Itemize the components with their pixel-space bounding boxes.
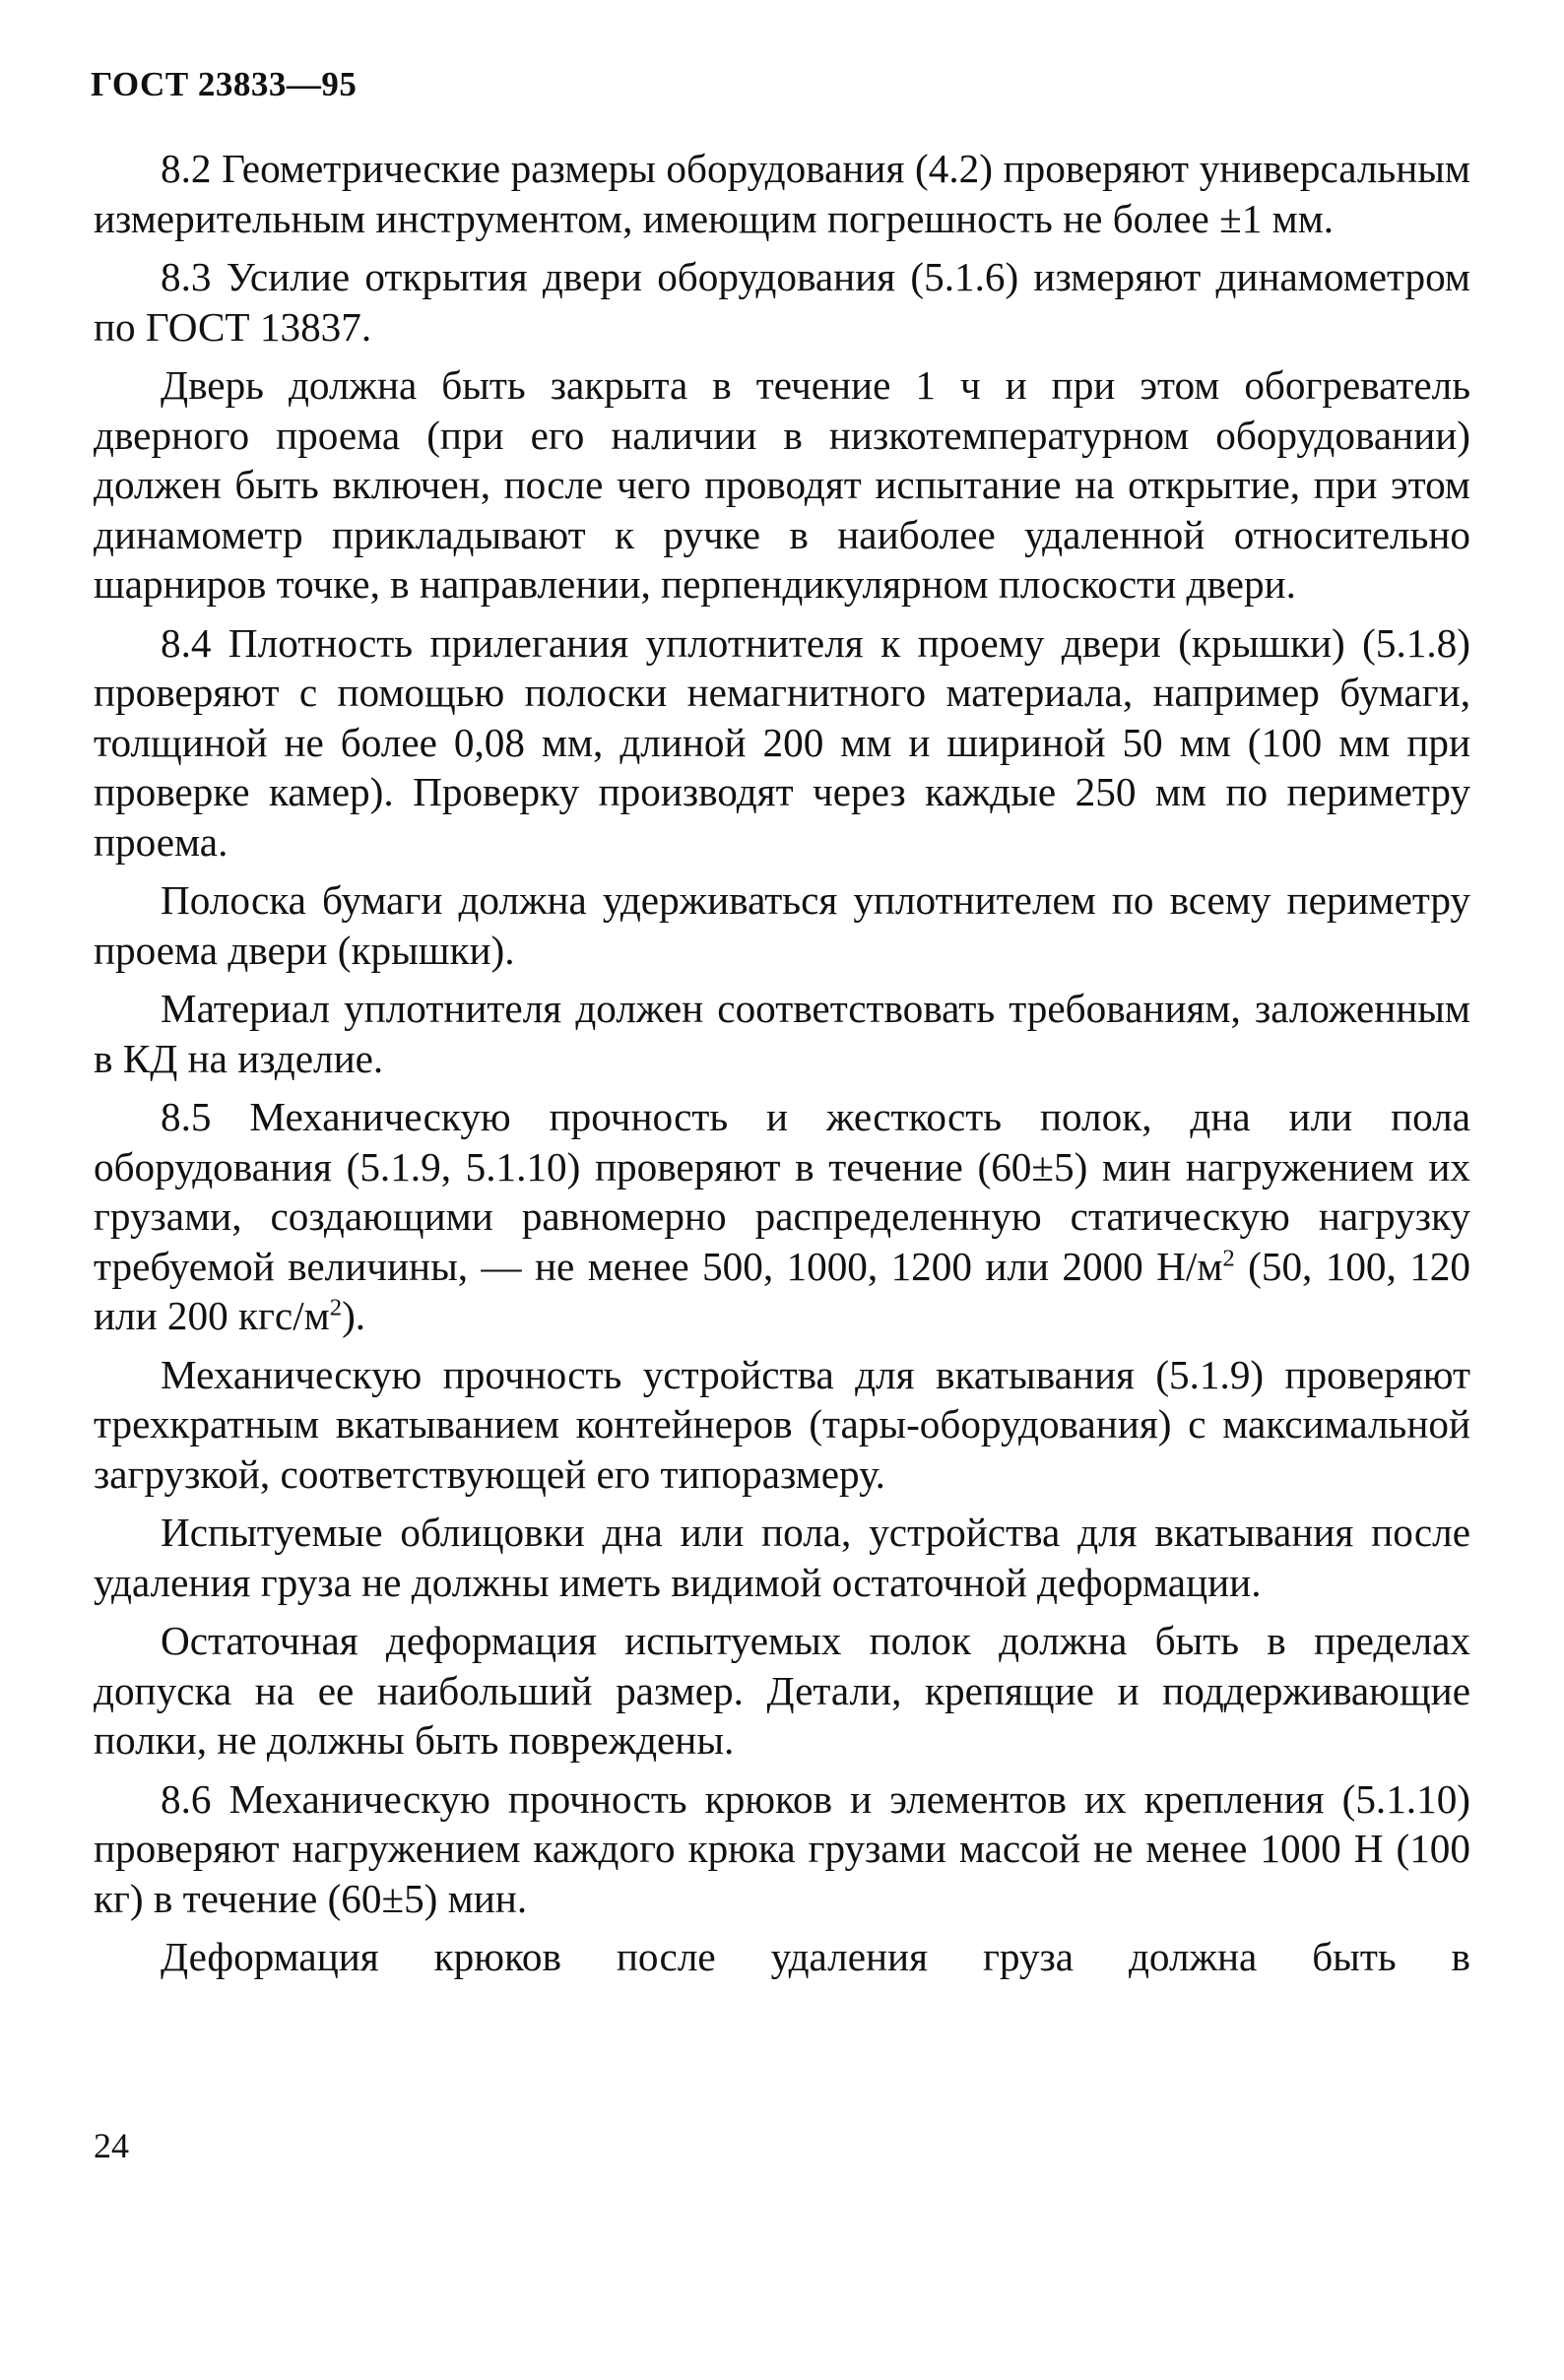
paragraph-paper-strip: Полоска бумаги должна удерживаться уплотнителем по всему периметру проема двери (крышки). [94,877,1470,973]
paragraph-8-5-text: 8.5 Механическую прочность и жесткость полок, дна или пола оборудования (5.1.9, 5.1.10) проверяют в течение (60±5) мин нагружением их грузами, создающими равномерно распределенную статическую нагрузку требуемой величины, — не менее 500, 1000, 1200 или 2000 Н/м [94,1094,1470,1289]
paragraph-8-2: 8.2 Геометрические размеры оборудования (4.2) проверяют универсальным измерительным инструментом, имеющим погрешность не более ±1 мм. [94,146,1470,241]
paragraph-8-4: 8.4 Плотность прилегания уплотнителя к проему двери (крышки) (5.1.8) проверяют с помощью полоски немагнитного материала, например бумаги, толщиной не более 0,08 мм, длиной 200 мм и шириной 50 мм (100 мм при проверке камер). Проверку производят через каждые 250 мм по периметру проема. [94,619,1470,865]
superscript: 2 [1222,1244,1235,1271]
paragraph-seal-material: Материал уплотнителя должен соответствовать требованиям, заложенным в КД на изделие. [94,986,1470,1081]
page-number: 24 [94,2126,129,2165]
paragraph-hook-deformation: Деформация крюков после удаления груза должна быть в [161,1934,1470,1979]
paragraph-shelf-deformation: Остаточная деформация испытуемых полок должна быть в пределах допуска на ее наибольший размер. Детали, крепящие и поддерживающие полки, не должны быть повреждены. [94,1618,1470,1763]
paragraph-8-5 [94,1092,1470,1341]
paragraph-8-5-text: ). [342,1293,366,1338]
paragraph-8-3: 8.3 Усилие открытия двери оборудования (5.1.6) измеряют динамометром по ГОСТ 13837. [94,254,1470,350]
body-text [94,144,1470,1991]
document-header: ГОСТ 23833—95 [91,65,358,103]
paragraph-lining-deformation: Испытуемые облицовки дна или пола, устройства для вкатывания после удаления груза не должны иметь видимой остаточной деформации. [94,1510,1470,1605]
paragraph-door-test: Дверь должна быть закрыта в течение 1 ч и при этом обогреватель дверного проема (при его наличии в низкотемпературном оборудовании) должен быть включен, после чего проводят испытание на открытие, при этом динамометр прикладывают к ручке в наиболее удаленной относительно шарниров точке, в направлении, перпендикулярном плоскости двери. [94,362,1470,607]
paragraph-8-6: 8.6 Механическую прочность крюков и элементов их крепления (5.1.10) проверяют нагружением каждого крюка грузами массой не менее 1000 Н (100 кг) в течение (60±5) мин. [94,1775,1470,1921]
paragraph-roll-in-device: Механическую прочность устройства для вкатывания (5.1.9) проверяют трехкратным вкатыванием контейнеров (тары-оборудования) с максимальной загрузкой, соответствующей его типоразмеру. [94,1351,1470,1497]
paragraph-8-5-text: (50, 100, 120 или 200 кгс/м [94,1243,1470,1338]
superscript: 2 [329,1294,343,1321]
